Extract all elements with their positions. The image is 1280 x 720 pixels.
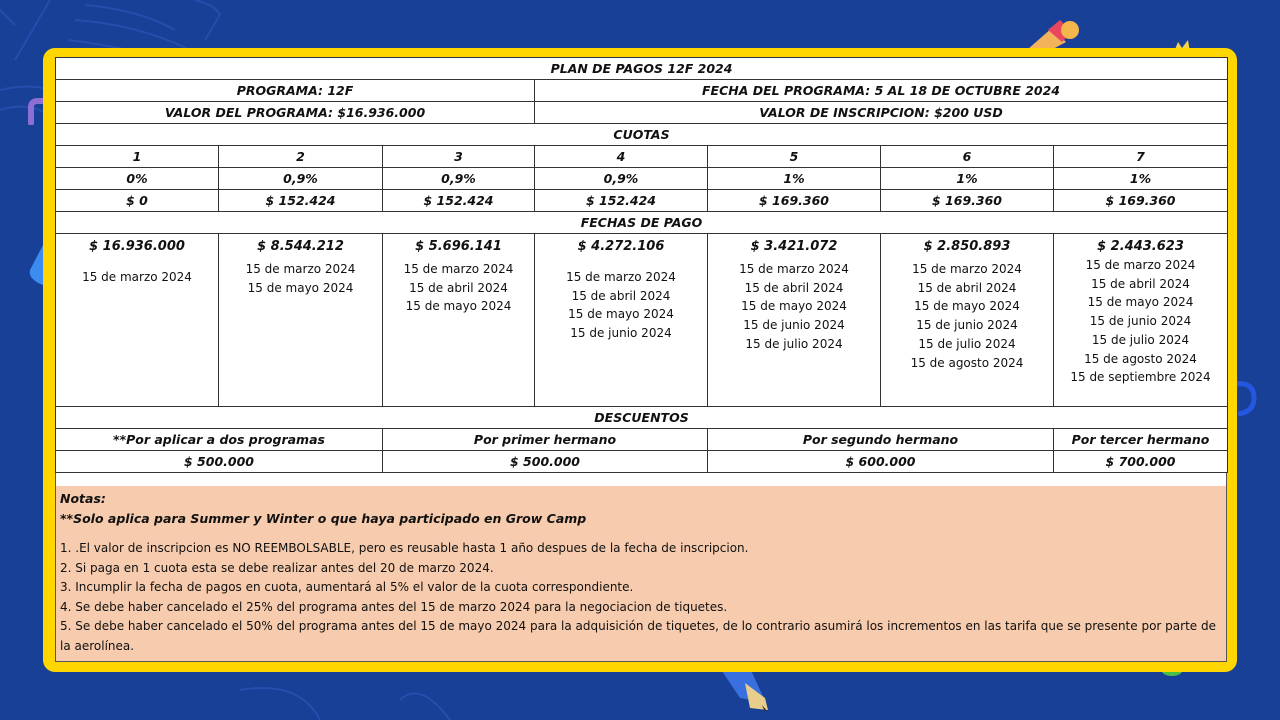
note-item: 1. .El valor de inscripcion es NO REEMBOLSABLE, pero es reusable hasta 1 año despues de la fecha de inscripcion. [60,541,749,555]
descuentos-header: DESCUENTOS [56,407,1228,429]
cuota-percent: 0,9% [383,168,535,190]
cuotas-header-row [56,124,1228,146]
cuotas-header: CUOTAS [56,124,1228,146]
payment-date: 15 de abril 2024 [409,280,508,295]
notes-title: Notas: [60,491,106,506]
date-list [383,260,534,316]
cuota-amount: $ 2.850.893 [923,239,1011,254]
fechas-cell [219,234,383,407]
descuento-value: $ 500.000 [56,451,383,473]
payment-date: 15 de mayo 2024 [1087,295,1194,310]
payment-date: 15 de julio 2024 [745,336,843,351]
payment-date: 15 de agosto 2024 [1084,351,1197,366]
payment-plan-table [55,57,1228,473]
fechas-cell [881,234,1054,407]
cuota-amount: $ 4.272.106 [577,239,665,254]
date-list [1054,256,1227,387]
cuota-number-row [56,146,1228,168]
note-item: 5. Se debe haber cancelado el 50% del programa antes del 15 de mayo 2024 para la adquisición de tiquetes, de lo contrario asumirá los incrementos en las tarifa que se presente por parte de la aerolínea. [60,619,1216,653]
cuota-amount: $ 8.544.212 [257,239,344,254]
payment-date: 15 de junio 2024 [916,318,1018,333]
cuota-surcharge: $ 152.424 [535,190,708,212]
payment-date: 15 de junio 2024 [570,326,672,341]
fechas-cell [1054,234,1228,407]
payment-date: 15 de marzo 2024 [566,270,676,284]
cuota-number: 3 [383,146,535,168]
payment-date: 15 de agosto 2024 [910,355,1024,370]
payment-date: 15 de marzo 2024 [1085,258,1196,272]
value-row [56,102,1228,124]
payment-date: 15 de mayo 2024 [914,299,1020,314]
descuentos-label-row [56,429,1228,451]
payment-date: 15 de abril 2024 [744,280,844,295]
cuota-surcharge-row [56,190,1228,212]
payment-date: 15 de marzo 2024 [403,262,514,276]
descuentos-value-row [56,451,1228,473]
cuota-percent: 0% [56,168,219,190]
cuota-surcharge: $ 152.424 [383,190,535,212]
payment-date: 15 de marzo 2024 [912,262,1022,276]
note-item: 4. Se debe haber cancelado el 25% del programa antes del 15 de marzo 2024 para la negociacion de tiquetes. [60,599,728,614]
blue-pencil-icon [710,668,770,713]
descuento-label: Por segundo hermano [708,429,1054,451]
cuota-number: 7 [1054,146,1228,168]
title-row [56,58,1228,80]
descuento-label: Por tercer hermano [1054,429,1228,451]
date-list [535,268,707,343]
date-list [56,268,218,287]
descuentos-header-row [56,407,1228,429]
descuento-label: **Por aplicar a dos programas [56,429,383,451]
cuota-surcharge: $ 169.360 [708,190,881,212]
cuota-number: 4 [535,146,708,168]
payment-date: 15 de junio 2024 [743,318,845,333]
cuota-number: 5 [708,146,881,168]
ring-decoration-icon [1236,380,1258,416]
cuota-surcharge: $ 169.360 [1054,190,1228,212]
cuota-number: 6 [881,146,1054,168]
payment-date: 15 de mayo 2024 [568,307,674,322]
descuento-value: $ 700.000 [1054,451,1228,473]
cuota-amount: $ 16.936.000 [89,239,185,254]
note-item: 3. Incumplir la fecha de pagos en cuota, aumentará al 5% el valor de la cuota correspondiente. [60,580,634,595]
cuota-surcharge: $ 152.424 [219,190,383,212]
fechas-cell [383,234,535,407]
cuota-percent-row [56,168,1228,190]
payment-date: 15 de julio 2024 [918,336,1016,351]
plan-title: PLAN DE PAGOS 12F 2024 [56,58,1228,80]
fecha-programa-label: FECHA DEL PROGRAMA: 5 AL 18 DE OCTUBRE 2024 [535,80,1228,102]
cuota-surcharge: $ 0 [56,190,219,212]
cuota-percent: 1% [881,168,1054,190]
fechas-cell [56,234,219,407]
payment-date: 15 de junio 2024 [1089,314,1192,329]
fechas-cell [535,234,708,407]
payment-date: 15 de abril 2024 [1091,276,1190,291]
cuota-percent: 0,9% [535,168,708,190]
descuento-value: $ 500.000 [383,451,708,473]
cuota-surcharge: $ 169.360 [881,190,1054,212]
descuento-value: $ 600.000 [708,451,1054,473]
program-row [56,80,1228,102]
payment-date: 15 de mayo 2024 [741,299,847,314]
payment-date: 15 de mayo 2024 [247,280,354,295]
cuota-number: 2 [219,146,383,168]
fechas-row [56,234,1228,407]
notes-asterisk: **Solo aplica para Summer y Winter o que haya participado en Grow Camp [60,511,587,526]
cuota-percent: 0,9% [219,168,383,190]
valor-inscripcion-label: VALOR DE INSCRIPCION: $200 USD [535,102,1228,124]
payment-date: 15 de marzo 2024 [739,262,849,276]
descuento-label: Por primer hermano [383,429,708,451]
cuota-number: 1 [56,146,219,168]
payment-date: 15 de mayo 2024 [405,299,512,314]
programa-label: PROGRAMA: 12F [56,80,535,102]
payment-date: 15 de julio 2024 [1091,332,1190,347]
date-list [881,260,1053,372]
fechas-header-row [56,212,1228,234]
cuota-percent: 1% [1054,168,1228,190]
cuota-amount: $ 3.421.072 [750,239,838,254]
payment-date: 15 de abril 2024 [571,288,671,303]
notes-section [55,486,1227,662]
note-item: 2. Si paga en 1 cuota esta se debe realizar antes del 20 de marzo 2024. [60,560,494,575]
fechas-header: FECHAS DE PAGO [56,212,1228,234]
cuota-amount: $ 2.443.623 [1097,239,1184,254]
payment-date: 15 de marzo 2024 [245,262,356,276]
payment-date: 15 de abril 2024 [917,280,1017,295]
payment-date: 15 de septiembre 2024 [1070,370,1211,385]
valor-programa-label: VALOR DEL PROGRAMA: $16.936.000 [56,102,535,124]
date-list [708,260,880,354]
date-list [219,260,382,297]
fechas-cell [708,234,881,407]
cuota-amount: $ 5.696.141 [415,239,502,254]
cuota-percent: 1% [708,168,881,190]
payment-date: 15 de marzo 2024 [82,270,192,284]
